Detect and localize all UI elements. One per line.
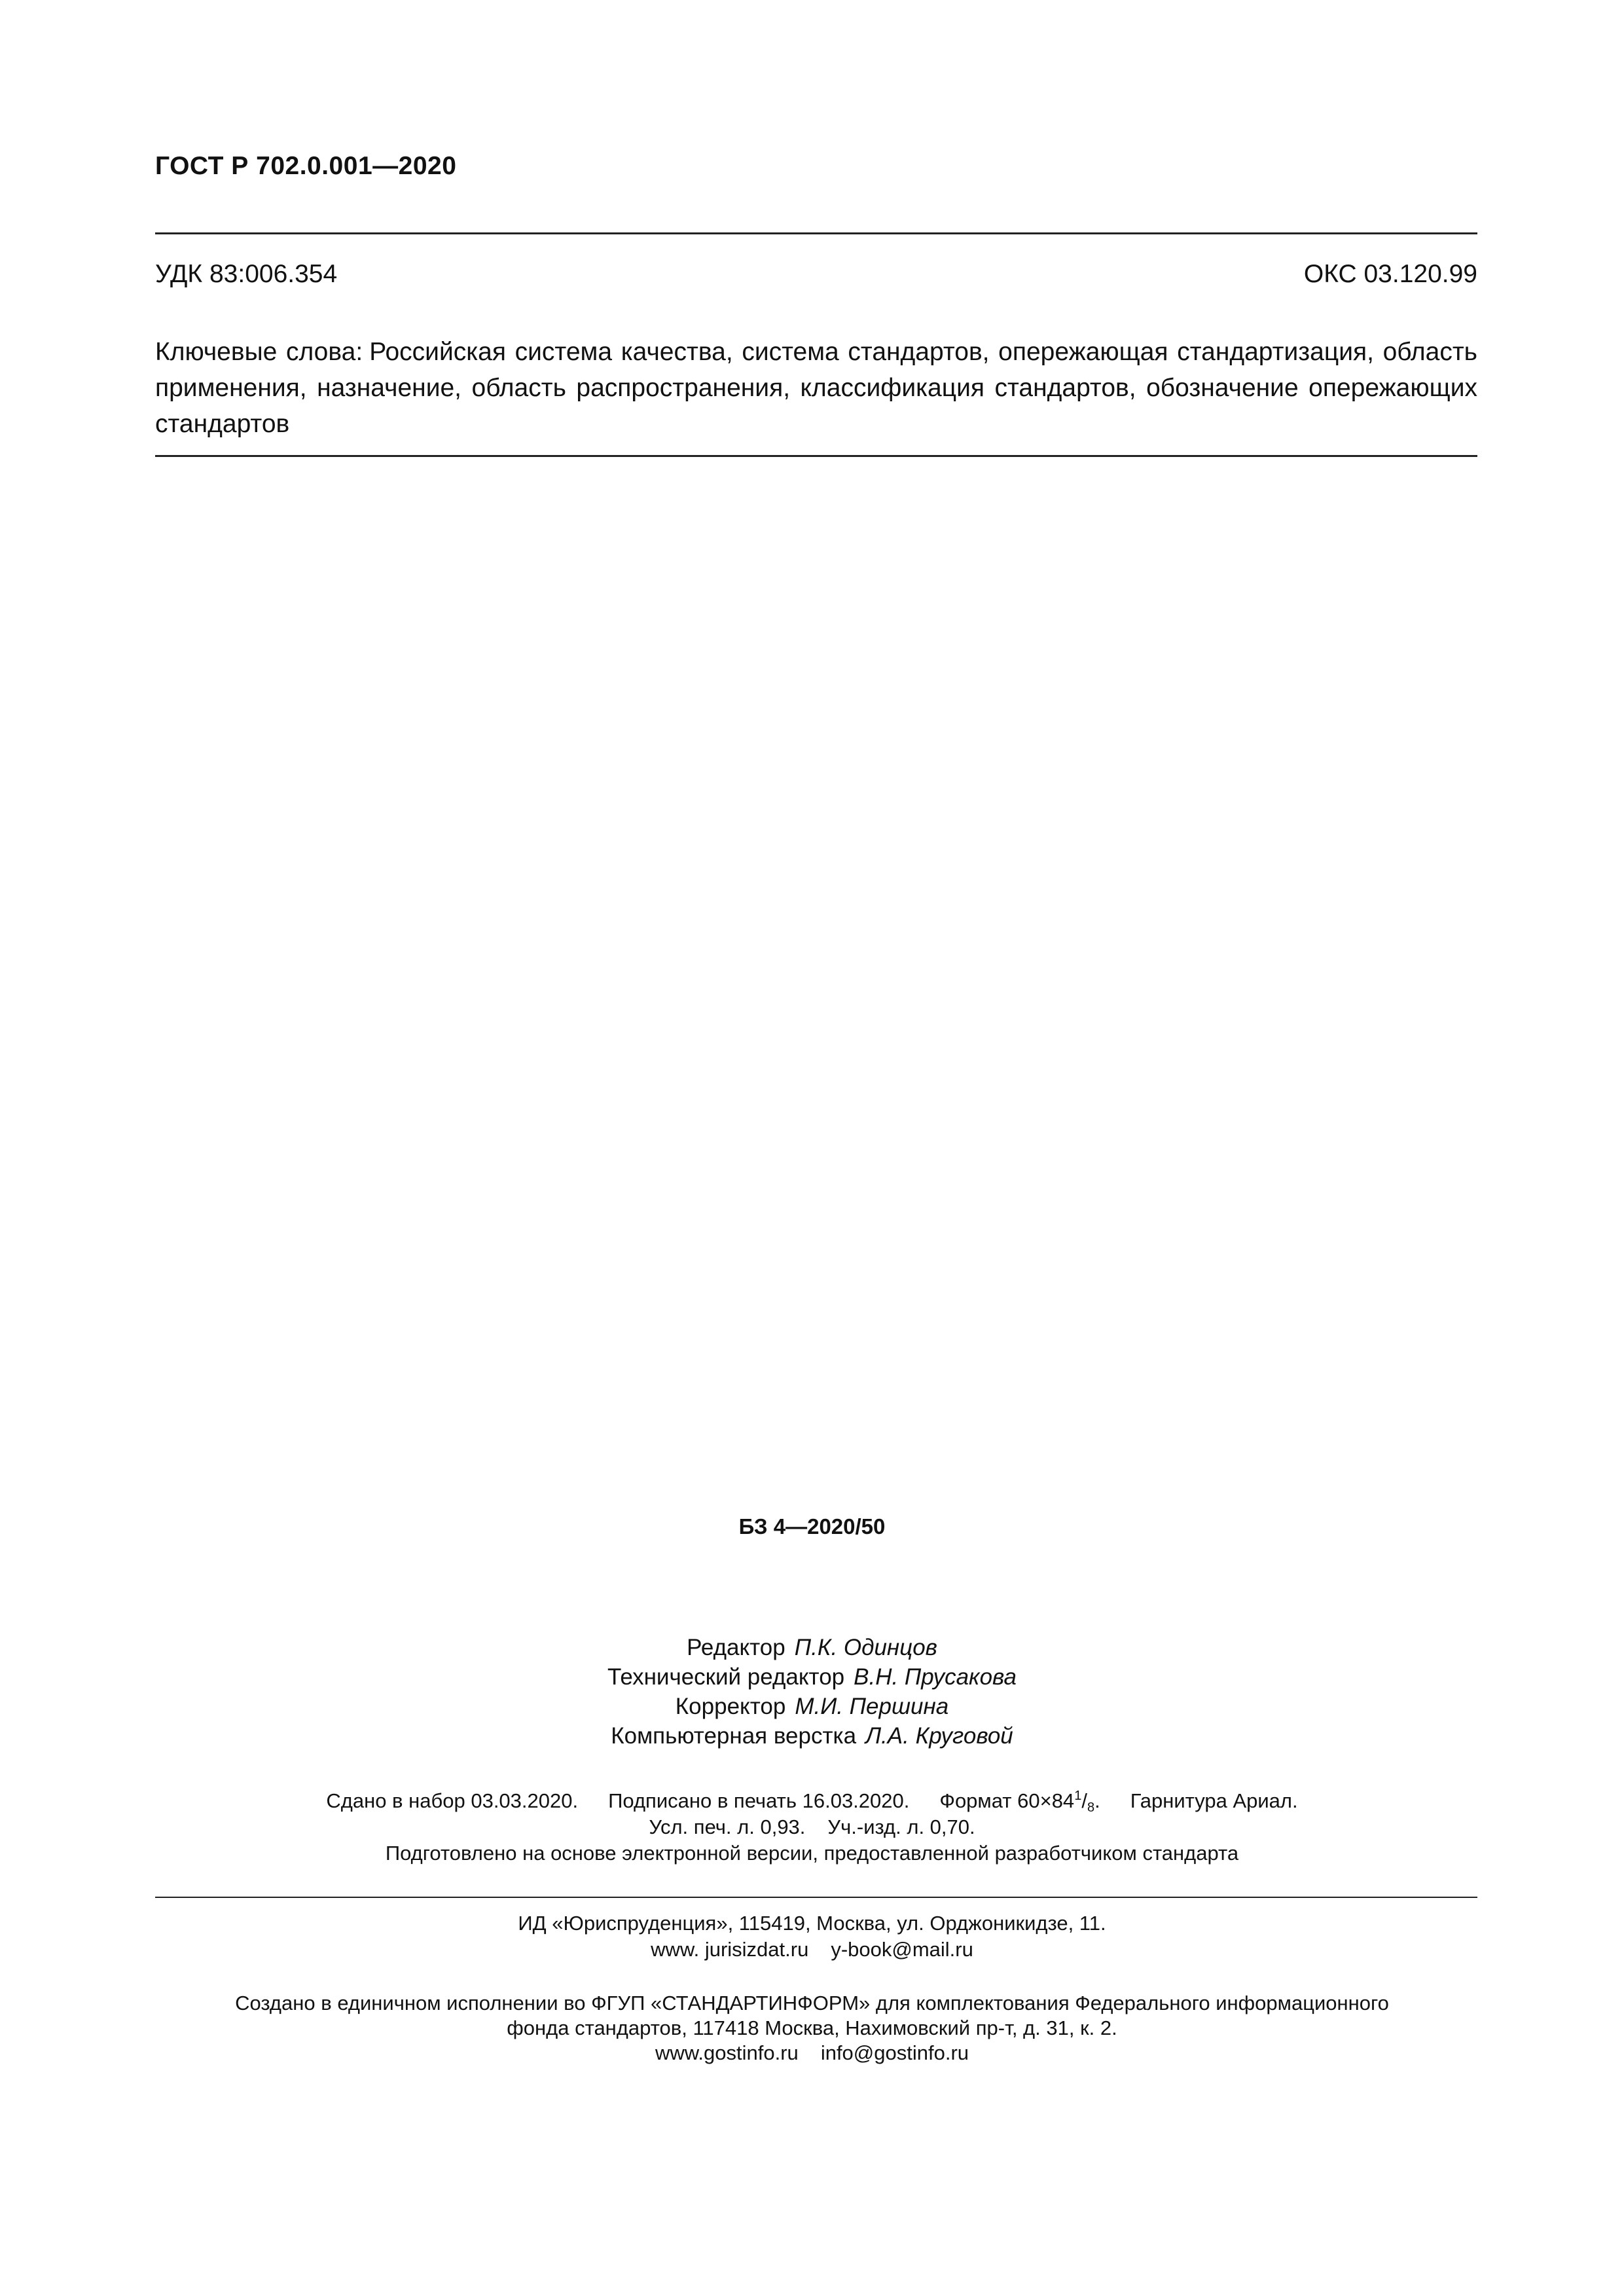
publisher-contacts	[0, 1937, 1624, 1963]
editor-line	[0, 1633, 1624, 1662]
typeface: Гарнитура Ариал.	[1130, 1789, 1298, 1812]
tech-editor-role: Технический редактор	[607, 1664, 845, 1690]
signed-date: Подписано в печать 16.03.2020.	[608, 1789, 910, 1812]
print-info-line-1	[0, 1788, 1624, 1814]
publisher-address: ИД «Юриспруденция», 115419, Москва, ул. Орджоникидзе, 11.	[518, 1912, 1106, 1935]
keywords-label: Ключевые слова:	[155, 338, 363, 366]
bz-number: БЗ 4—2020/50	[738, 1514, 886, 1539]
layout-name: Л.А. Круговой	[865, 1723, 1013, 1749]
keywords-text: Российская система качества, система стандартов, опережающая стандартизация, область применения, назначение, область распространения, классификация стандартов, обозначение опережающих стандартов	[155, 338, 1478, 438]
layout-line	[0, 1721, 1624, 1751]
document-code: ГОСТ Р 702.0.001—2020	[155, 152, 457, 180]
udk-code: УДК 83:006.354	[155, 260, 338, 288]
oks-code: ОКС 03.120.99	[1303, 260, 1477, 288]
bottom-divider	[155, 1897, 1477, 1898]
print-sheets: Усл. печ. л. 0,93.	[649, 1815, 806, 1838]
tech-editor-name: В.Н. Прусакова	[854, 1664, 1017, 1690]
corrector-name: М.И. Першина	[795, 1694, 949, 1719]
print-info-block	[0, 1788, 1624, 1867]
classification-row	[155, 260, 1477, 289]
created-line-1: Создано в единичном исполнении во ФГУП «СТАНДАРТИНФОРМ» для комплектования Федерального информационного	[235, 1992, 1389, 2014]
top-divider	[155, 232, 1477, 234]
tech-editor-line	[0, 1662, 1624, 1692]
gostinfo-website: www.gostinfo.ru	[655, 2041, 799, 2064]
publisher-email: y-book@mail.ru	[831, 1938, 973, 1961]
paper-format: Формат $60\times 84^1/_8$.	[939, 1789, 1100, 1815]
corrector-line	[0, 1692, 1624, 1721]
publisher-website: www. jurisizdat.ru	[651, 1938, 809, 1961]
editor-role: Редактор	[687, 1635, 785, 1660]
keywords-divider	[155, 455, 1477, 457]
submitted-date: Сдано в набор 03.03.2020.	[326, 1789, 579, 1812]
editor-name: П.К. Одинцов	[794, 1635, 937, 1660]
created-block	[0, 1991, 1624, 2066]
keywords-block	[155, 334, 1477, 442]
pub-sheets: Уч.-изд. л. 0,70.	[827, 1815, 975, 1838]
publisher-block	[0, 1910, 1624, 1963]
corrector-role: Корректор	[675, 1694, 786, 1719]
gostinfo-email: info@gostinfo.ru	[820, 2041, 969, 2064]
prepared-note: Подготовлено на основе электронной версии, предоставленной разработчиком стандарта	[385, 1842, 1239, 1865]
editors-block	[0, 1633, 1624, 1751]
created-contacts	[0, 2041, 1624, 2066]
print-info-line-2	[0, 1814, 1624, 1840]
created-line-2: фонда стандартов, 117418 Москва, Нахимовский пр-т, д. 31, к. 2.	[507, 2016, 1117, 2039]
layout-role: Компьютерная верстка	[611, 1723, 857, 1749]
